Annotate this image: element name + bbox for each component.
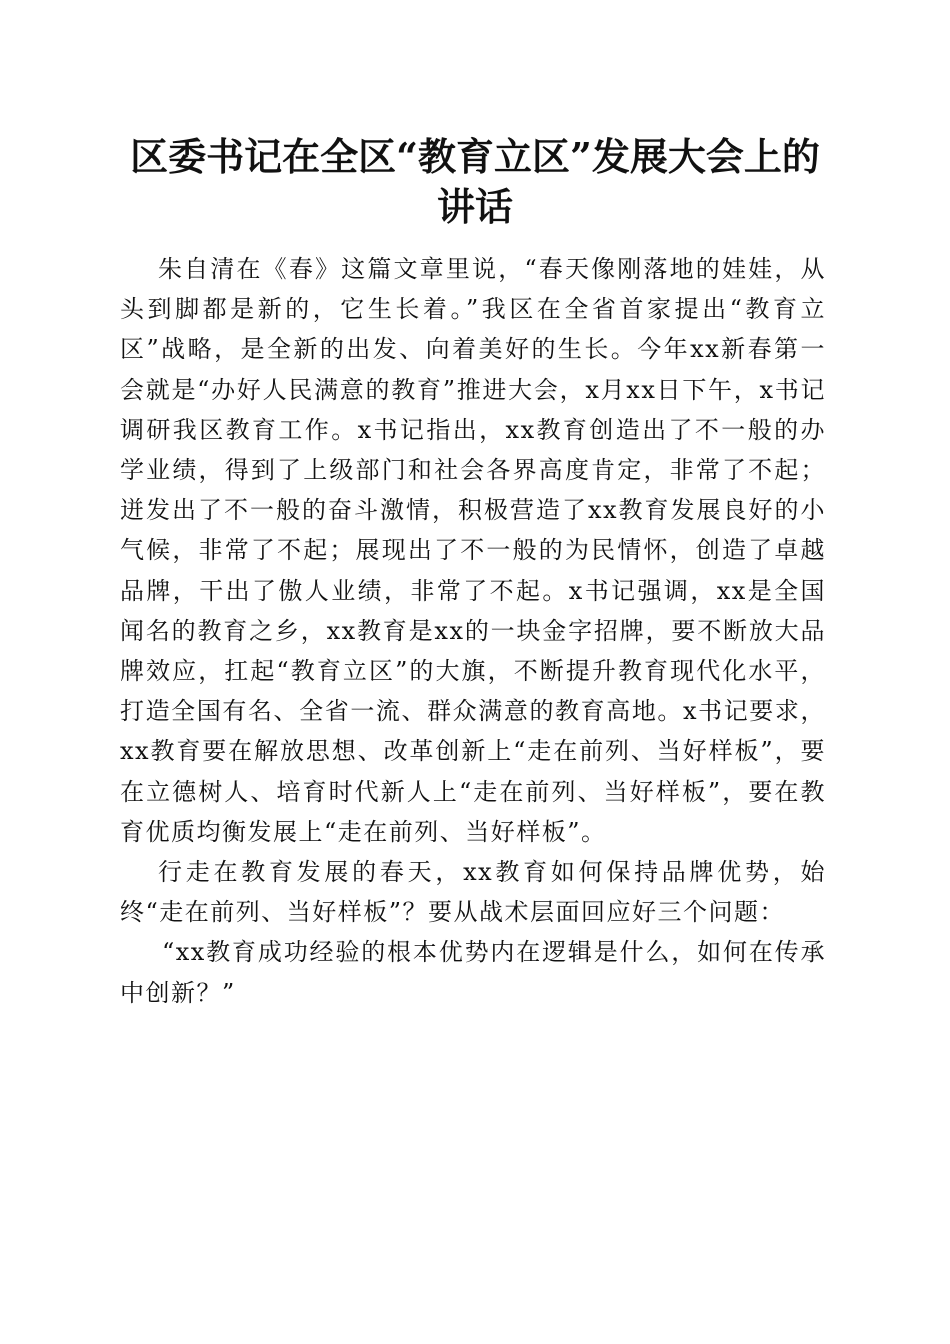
body-paragraph-1: 朱自清在《春》这篇文章里说，“春天像刚落地的娃娃，从头到脚都是新的，它生长着。”我区在全省首家提出“教育立区”战略，是全新的出发、向着美好的生长。今年xx新春第一会就是“办好人民满意的教育”推进大会，x月xx日下午，x书记调研我区教育工作。x书记指出，xx教育创造出了不一般的办学业绩，得到了上级部门和社会各界高度肯定，非常了不起；迸发出了不一般的奋斗激情，积极营造了xx教育发展良好的小气候，非常了不起；展现出了不一般的为民情怀，创造了卓越品牌，干出了傲人业绩，非常了不起。x书记强调，xx是全国闻名的教育之乡，xx教育是xx的一块金字招牌，要不断放大品牌效应，扛起“教育立区”的大旗，不断提升教育现代化水平，打造全国有名、全省一流、群众满意的教育高地。x书记要求，xx教育要在解放思想、改革创新上“走在前列、当好样板”，要在立德树人、培育时代新人上“走在前列、当好样板”，要在教育优质均衡发展上“走在前列、当好样板”。 [120, 255, 826, 846]
body-paragraph-3: “xx教育成功经验的根本优势内在逻辑是什么，如何在传承中创新？” [120, 938, 826, 1007]
document-body [120, 249, 826, 1013]
document-title: 区委书记在全区“教育立区”发展大会上的讲话 [130, 134, 820, 229]
body-paragraph-2: 行走在教育发展的春天，xx教育如何保持品牌优势，始终“走在前列、当好样板”？要从战术层面回应好三个问题： [120, 858, 826, 927]
